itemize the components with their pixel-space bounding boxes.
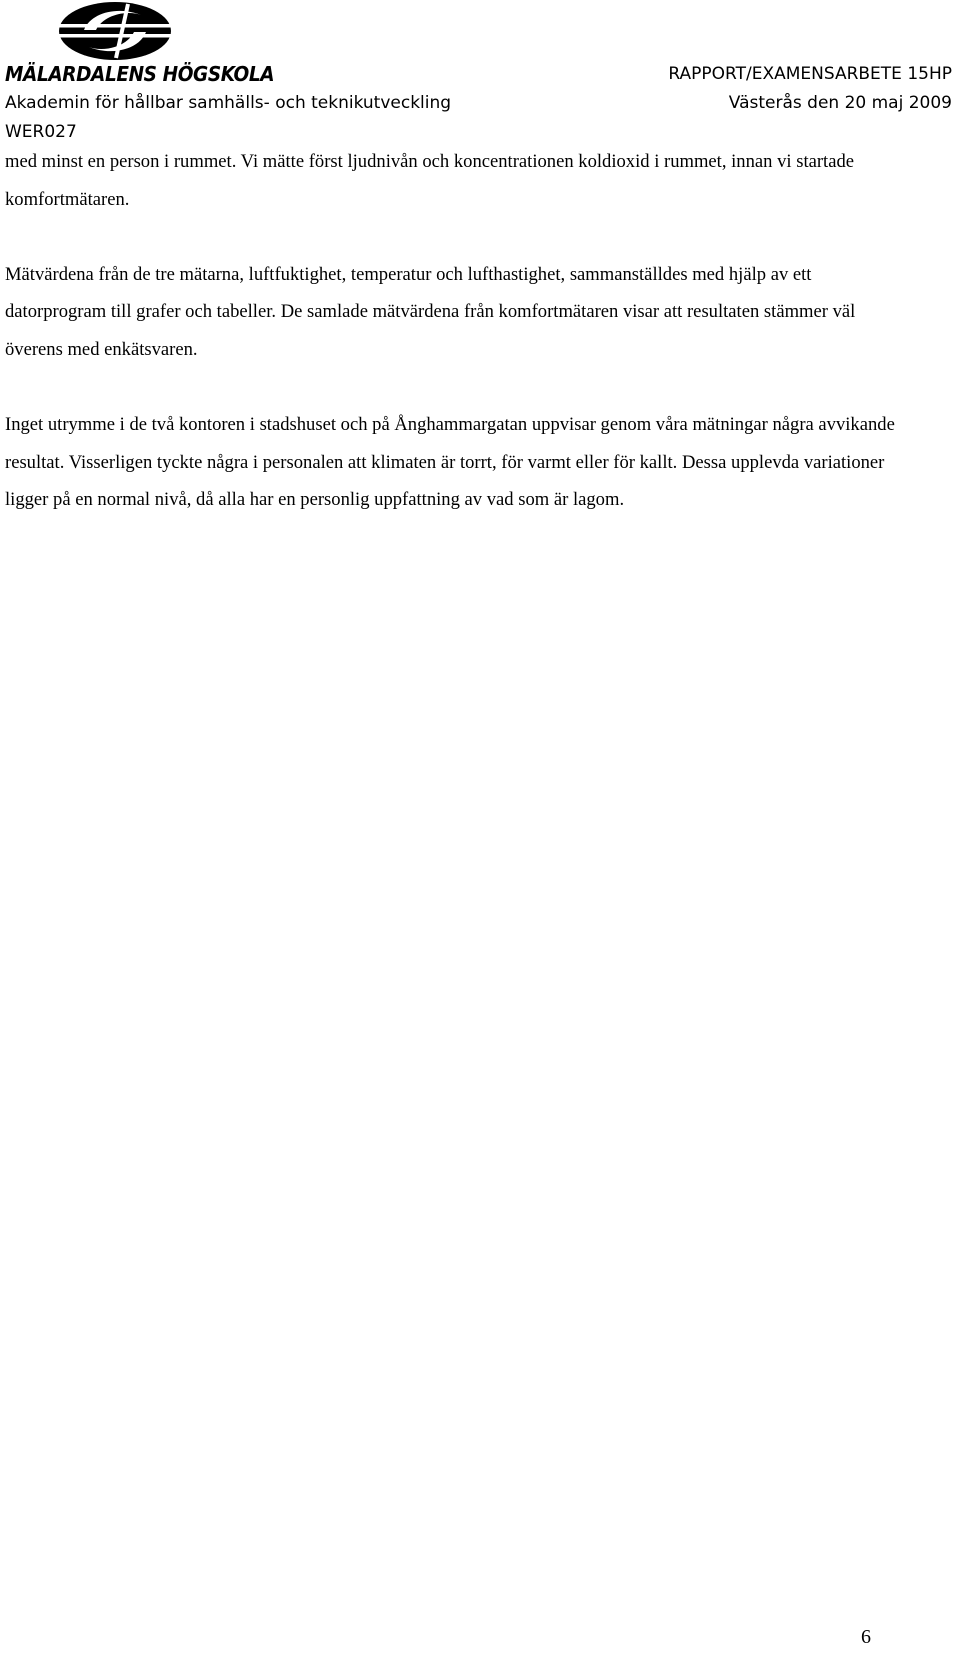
place-date: Västerås den 20 maj 2009 <box>728 93 952 113</box>
academy-name: Akademin för hållbar samhälls- och teknikutveckling <box>5 93 452 113</box>
document-body <box>5 143 905 519</box>
course-code: WER027 <box>5 122 77 142</box>
paragraph: Mätvärdena från de tre mätarna, luftfuktighet, temperatur och lufthastighet, sammanställdes med hjälp av ett datorprogram till grafer och tabeller. De samlade mätvärdena från komfortmätaren visar att resultaten stämmer väl överens med enkätsvaren. <box>5 263 856 360</box>
university-logo-icon <box>56 0 174 62</box>
report-type: RAPPORT/EXAMENSARBETE 15HP <box>668 64 952 84</box>
paragraph: Inget utrymme i de två kontoren i stadshuset och på Ånghammargatan uppvisar genom våra mätningar några avvikande resultat. Visserligen tyckte några i personalen att klimaten är torrt, för varmt eller för kallt. Dessa upplevda variationer ligger på en normal nivå, då alla har en personlig uppfattning av vad som är lagom. <box>5 414 895 511</box>
paragraph: med minst en person i rummet. Vi mätte först ljudnivån och koncentrationen koldioxid i rummet, innan vi startade komfortmätaren. <box>5 151 855 210</box>
page-number: 6 <box>861 1626 871 1648</box>
page-header <box>0 0 960 150</box>
university-wordmark: MÄLARDALENS HÖGSKOLA <box>5 63 275 87</box>
